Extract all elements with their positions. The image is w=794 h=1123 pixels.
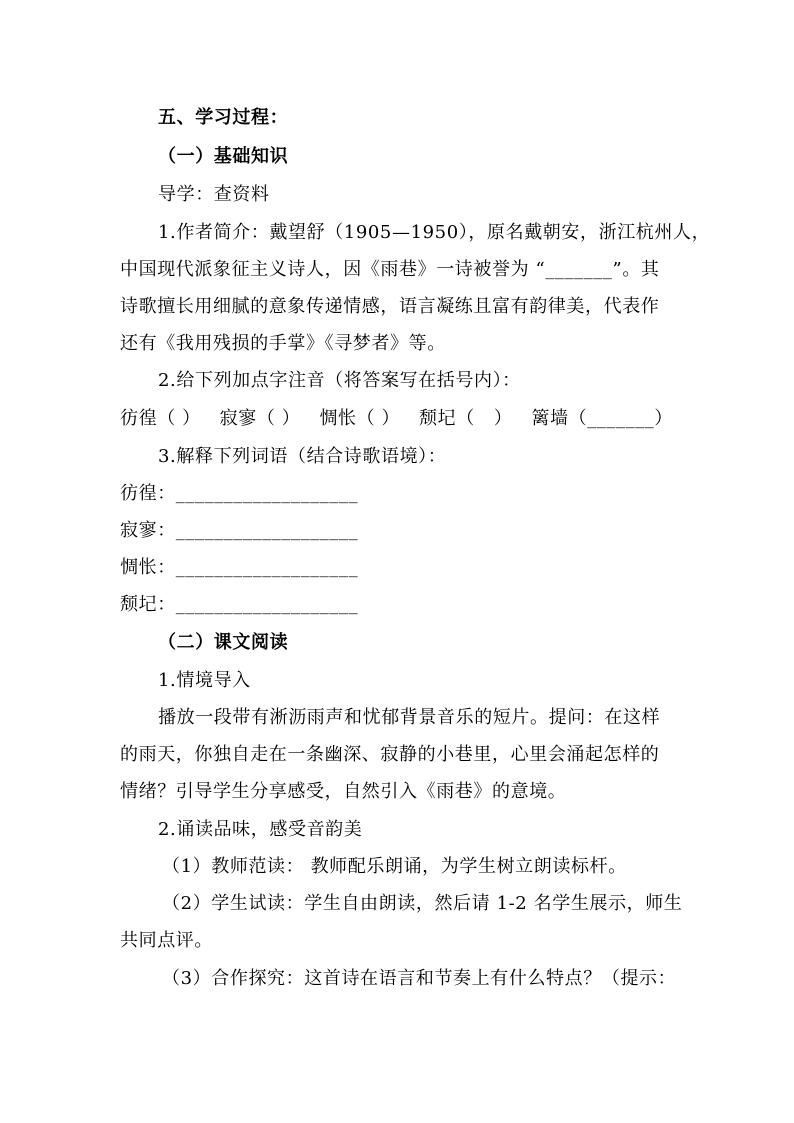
step1-text-line-1: 播放一段带有淅沥雨声和忧郁背景音乐的短片。提问：在这样 xyxy=(158,707,661,728)
explain-task: 3.解释下列词语（结合诗歌语境）： xyxy=(158,446,447,467)
step1-title: 1.情境导入 xyxy=(158,670,251,691)
author-intro-line-3: 诗歌擅长用细腻的意象传递情感，语言凝练且富有韵律美，代表作 xyxy=(120,296,660,317)
part1-heading: （一）基础知识 xyxy=(158,146,289,167)
term-blank: 惆怅：___________________ xyxy=(120,557,359,578)
term-blank: 寂寥：___________________ xyxy=(120,520,359,541)
term-blank: 彷徨：___________________ xyxy=(120,483,359,504)
pinyin-task: 2.给下列加点字注音（将答案写在括号内）： xyxy=(158,370,521,391)
pinyin-items: 彷徨（ ） 寂寥（ ） 惆怅（ ） 颓圮（ ） 篱墙（_______） xyxy=(120,408,673,429)
part2-heading: （二）课文阅读 xyxy=(158,632,289,653)
step2-title: 2.诵读品味，感受音韵美 xyxy=(158,819,363,840)
author-intro-line-1: 1.作者简介：戴望舒（1905—1950），原名戴朝安，浙江杭州人， xyxy=(158,222,711,243)
step1-text-line-3: 情绪？引导学生分享感受，自然引入《雨巷》的意境。 xyxy=(120,781,567,802)
author-intro-line-4: 还有《我用残损的手掌》《寻梦者》等。 xyxy=(120,333,446,354)
item-2-line-1: （2）学生试读：学生自由朗读，然后请 1-2 名学生展示，师生 xyxy=(162,893,683,914)
guide-line: 导学：查资料 xyxy=(158,184,270,205)
item-1: （1）教师范读： 教师配乐朗诵，为学生树立朗读标杆。 xyxy=(162,856,627,877)
item-2-line-2: 共同点评。 xyxy=(120,930,213,951)
term-blank: 颓圮：___________________ xyxy=(120,594,359,615)
item-3: （3）合作探究：这首诗在语言和节奏上有什么特点？（提示： xyxy=(162,968,677,989)
step1-text-line-2: 的雨天，你独自走在一条幽深、寂静的小巷里，心里会涌起怎样的 xyxy=(120,744,660,765)
section-title: 五、学习过程： xyxy=(158,107,289,128)
author-intro-line-2: 中国现代派象征主义诗人，因《雨巷》一诗被誉为 “_______”。其 xyxy=(120,259,660,280)
